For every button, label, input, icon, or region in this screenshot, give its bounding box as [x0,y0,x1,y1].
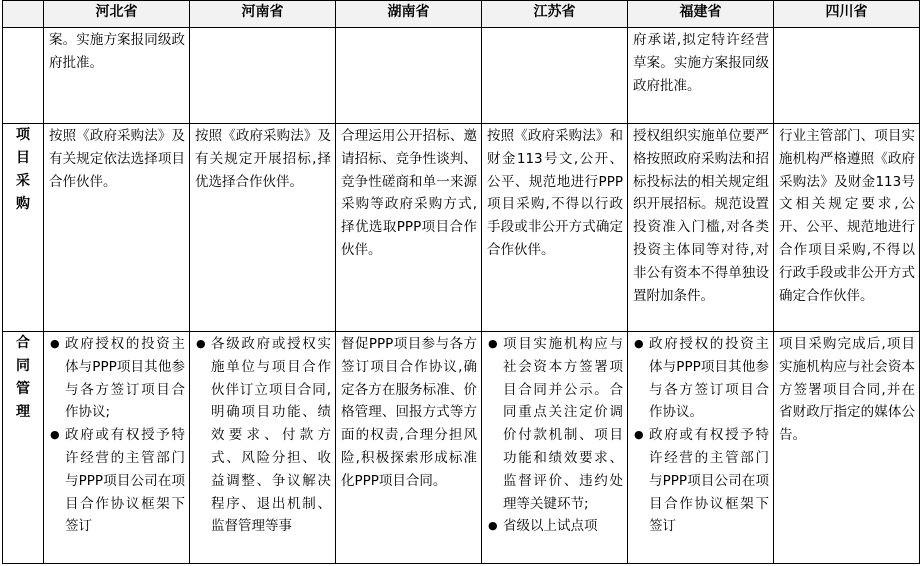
procurement-henan-cell [190,124,336,332]
contract-category-cell [3,332,44,564]
list-item: ● 项目实施机构应与社会资本方签署项目合同并公示。合同重点关注定价调价付款机制、项目功能和绩效要求、监督评价、违约处理等关键环节; [487,333,623,515]
header-henan: 河南省 [190,1,336,28]
header-corner [3,1,44,28]
contract-hebei-cell [44,332,190,564]
contract-hebei-list [49,333,185,538]
continuation-hunan-cell [336,28,482,124]
contract-fujian-cell [628,332,774,564]
procurement-fujian-cell [628,124,774,332]
contract-category: 合同管理 [16,335,30,420]
list-item: ● 政府或有权授予特许经营的主管部门与PPP项目公司在项目合作协议框架下签订 [49,424,185,538]
list-item: ● 省级以上试点项 [487,515,623,538]
continuation-fujian-cell [628,28,774,124]
province-ppp-comparison-table [2,0,920,564]
header-row [3,1,920,28]
contract-row [3,332,920,564]
procurement-sichuan-text: 行业主管部门、项目实施机构严格遵照《政府采购法》及财金113号文相关规定要求,公开、公平、规范地进行合作项目采购,不得以行政手段或非公开方式确定合作伙伴。 [779,128,915,304]
contract-sichuan-text: 项目采购完成后,项目实施机构应与社会资本方签署项目合同,并在省财政厅指定的媒体公告。 [779,336,915,444]
contract-hebei-content [44,332,189,563]
contract-henan-cell [190,332,336,564]
continuation-hebei-cell [44,28,190,124]
continuation-row [3,28,920,124]
list-item: ● 政府授权的投资主体与PPP项目其他参与各方签订项目合作协议; [49,333,185,424]
header-jiangsu: 江苏省 [482,1,628,28]
procurement-hunan-cell [336,124,482,332]
procurement-jiangsu-cell [482,124,628,332]
procurement-fujian-text: 授权组织实施单位要严格按照政府采购法和招标投标法的相关规定组织开展招标。规范设置投资准入门槛,对各类投资主体同等对待,对非公有资本不得单独设置附加条件。 [633,128,769,304]
list-item: ● 各级政府或授权实施单位与项目合作伙伴订立项目合同,明确项目功能、绩效要求、付款方式、风险分担、收益调整、争议解决程序、退出机制、监督管理等事 [195,333,331,538]
contract-fujian-content [628,332,773,563]
continuation-sichuan-cell [774,28,920,124]
contract-hunan-cell [336,332,482,564]
procurement-category: 项目采购 [16,127,30,212]
procurement-jiangsu-text: 按照《政府采购法》和财金113号文,公开、公平、规范地进行PPP项目采购,不得以行政手段或非公开方式确定合作伙伴。 [487,128,623,258]
header-hebei: 河北省 [44,1,190,28]
contract-jiangsu-content [482,332,627,563]
procurement-hebei-cell [44,124,190,332]
contract-jiangsu-list [487,333,623,538]
header-fujian: 福建省 [628,1,774,28]
contract-fujian-list [633,333,769,538]
continuation-jiangsu-cell [482,28,628,124]
list-item: ● 政府或有权授予特许经营的主管部门与PPP项目公司在项目合作协议框架下签订 [633,424,769,538]
procurement-henan-text: 按照《政府采购法》及有关规定开展招标,择优选择合作伙伴。 [195,128,331,190]
header-sichuan: 四川省 [774,1,920,28]
continuation-category-cell [3,28,44,124]
procurement-hebei-text: 按照《政府采购法》及有关规定依法选择项目合作伙伴。 [49,128,185,190]
header-hunan: 湖南省 [336,1,482,28]
contract-henan-list [195,333,331,538]
list-item: ● 政府授权的投资主体与PPP项目其他参与各方签订项目合作协议。 [633,333,769,424]
procurement-row [3,124,920,332]
procurement-sichuan-cell [774,124,920,332]
contract-hunan-text: 督促PPP项目参与各方签订项目合作协议,确定各方在服务标准、价格管理、回报方式等方面的权责,合理分担风险,积极探索形成标准化PPP项目合同。 [341,336,477,489]
continuation-sichuan-text [774,28,919,29]
contract-henan-content [190,332,335,563]
continuation-hunan-text [336,28,481,29]
contract-sichuan-cell [774,332,920,564]
continuation-fujian-text: 府承诺,拟定特许经营草案。实施方案报同级政府批准。 [633,32,769,94]
continuation-henan-text [190,28,335,29]
procurement-hunan-text: 合理运用公开招标、邀请招标、竞争性谈判、竞争性磋商和单一来源采购等政府采购方式,择优选取PPP项目合作伙伴。 [341,128,477,258]
contract-jiangsu-cell [482,332,628,564]
continuation-hebei-text: 案。实施方案报同级政府批准。 [49,32,185,71]
procurement-category-cell [3,124,44,332]
continuation-henan-cell [190,28,336,124]
continuation-jiangsu-text [482,28,627,29]
